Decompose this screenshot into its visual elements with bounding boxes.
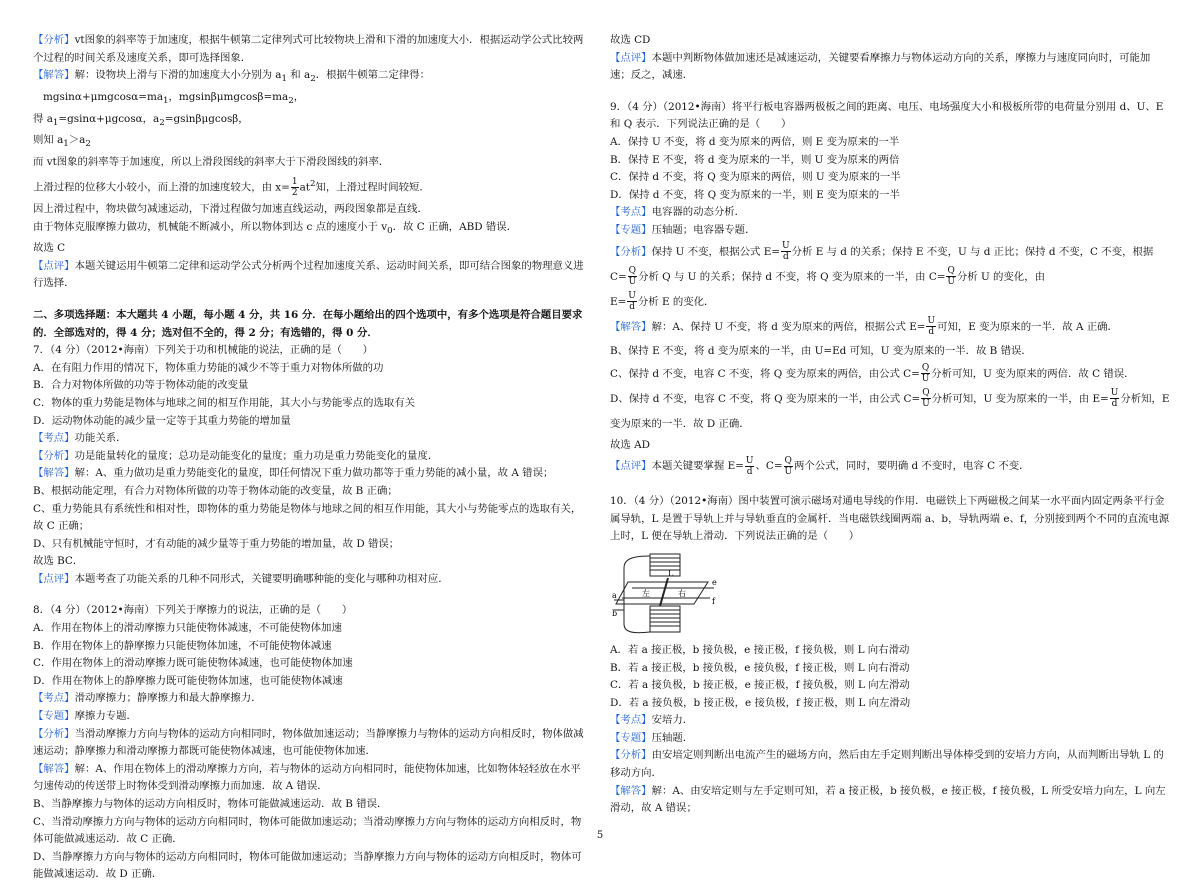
q10-option-d: D．若 a 接负极，b 接正极，e 接负极，f 接正极，则 L 向左滑动 bbox=[610, 696, 911, 709]
electromagnet-figure bbox=[610, 548, 720, 640]
fraction: $\frac{Q}{U}$ bbox=[922, 388, 930, 410]
q6-analysis: 【分析】vt图象的斜率等于加速度，根据牛顿第二定律列式可比较物块上滑和下滑的加速度大小．根据运动学公式比较两个过程的时间关系及速度关系，即可选择图象． bbox=[33, 34, 584, 64]
q10-stem: 10．（4 分）（2012•海南）图中装置可演示磁场对通电导线的作用．电磁铁上下两磁极之间某一水平面内固定两条平行金属导轨，L 是置于导轨上并与导轨垂直的金属杆．当电磁铁线圈两端 a、b，导轨两端 e、f，分别接到两个不同的直流电源上时，L 便在导轨上滑动．下列说法正确的是（ ） bbox=[610, 495, 1170, 543]
q9-solution-b: B、保持 E 不变，将 d 变为原来的一半，由 U=Ed 可知，U 变为原来的一半．故 B 错误． bbox=[610, 344, 1032, 357]
q9-analysis: 【分析】保持 U 不变，根据公式 E= $\frac{U}{d}$ 分析 E 与 d 的关系；保持 E 不变，U 与 d 正比；保持 d 不变，C 不变，根据 C= $\frac{Q}{U}$ 分析 Q 与 U 的关系；保持 d 不变，将 Q 变为原来的一半，由 C= $\frac{Q}{U}$ 分析 U 的变化，由 E= $\frac{U}{d}$ 分析 E 的变化． bbox=[610, 241, 1154, 313]
q7-stem: 7．（4 分）（2012•海南）下列关于功和机械能的说法，正确的是（ ） bbox=[33, 344, 374, 357]
q9-option-a: A．保持 U 不变，将 d 变为原来的两倍，则 E 变为原来的一半 bbox=[610, 135, 900, 148]
q9-option-c: C．保持 d 不变，将 Q 变为原来的两倍，则 U 变为原来的一半 bbox=[610, 171, 901, 184]
q8-stem: 8．（4 分）（2012•海南）下列关于摩擦力的说法，正确的是（ ） bbox=[33, 604, 353, 617]
q8-option-d: D．作用在物体上的静摩擦力既可能使物体加速，也可能使物体减速 bbox=[33, 674, 343, 687]
q7-option-d: D．运动物体动能的减少量一定等于其重力势能的增加量 bbox=[33, 414, 291, 427]
q8-solution-d: D、当静摩擦力方向与物体的运动方向相同时，物体可能做加速运动；当静摩擦力方向与物体的运动方向相反时，物体可能做减速运动．故 D 正确． bbox=[33, 850, 582, 881]
fraction: $\frac{1}{2}$ bbox=[291, 177, 298, 199]
q6-eq1: $mgsin\alpha+\mu mgcos\alpha=ma_1$，$mgsin\beta\mu mgcos\beta=ma_2$， bbox=[43, 90, 305, 106]
q6-solution: 【解答】解：设物块上滑与下滑的加速度大小分别为 $a_1$ 和 $a_2$．根据牛顿第二定律得： bbox=[33, 69, 431, 85]
q10-solution-a: 【解答】解：A、由安培定则与左手定则可知，若 a 接正极，b 接负极，e 接正极，f 接负极，L 所受安培力向左，L 向左滑动，故 A 错误； bbox=[610, 784, 1166, 815]
q7-analysis: 【分析】功是能量转化的量度；总功是动能变化的量度；重力功是重力势能变化的量度． bbox=[33, 449, 439, 462]
q7-solution-c: C、重力势能具有系统性和相对性，即物体的重力势能是物体与地球之间的相互作用能，其大小与势能零点的选取有关，故 C 正确； bbox=[33, 502, 582, 533]
q9-solution-c: C、保持 d 不变，电容 C 不变，将 Q 变为原来的两倍，由公式 C= $\frac{Q}{U}$ 分析可知，U 变为原来的两倍．故 C 错误． bbox=[610, 363, 1135, 385]
q8-option-c: C．作用在物体上的滑动摩擦力既可能使物体减速，也可能使物体加速 bbox=[33, 657, 353, 670]
section-title: 二、多项选择题：本大题共 4 小题，每小题 4 分，共 16 分．在每小题给出的四个选项中，有多个选项是符合题目要求的．全部选对的，得 4 分；选对但不全的，得 2 分；有选错的，得 0 分． bbox=[33, 308, 583, 339]
fraction: $\frac{Q}{U}$ bbox=[921, 363, 930, 385]
q6-line1: 而 vt图象的斜率等于加速度，所以上滑段图线的斜率大于下滑段图线的斜率． bbox=[33, 155, 390, 168]
q7-point: 【考点】功能关系． bbox=[33, 432, 127, 445]
q9-comment: 【点评】本题关键要掌握 E= $\frac{U}{d}$ 、C= $\frac{Q}{U}$ 两个公式，同时，要明确 d 不变时，电容 C 不变． bbox=[610, 455, 1030, 477]
q9-solution-a: 【解答】解：A、保持 U 不变，将 d 变为原来的两倍，根据公式 E= $\frac{U}{d}$ 可知，E 变为原来的一半．故 A 正确． bbox=[610, 316, 1118, 338]
label-e: e bbox=[712, 577, 717, 587]
fraction: $\frac{Q}{U}$ bbox=[628, 266, 637, 288]
page-number: 5 bbox=[596, 830, 604, 841]
q8-analysis: 【分析】当滑动摩擦力方向与物体的运动方向相同时，物体做加速运动；当静摩擦力与物体的运动方向相反时，物体做减速运动；静摩擦力和滑动摩擦力都既可能使物体减速，也可能使物体加速． bbox=[33, 727, 584, 758]
q7-solution-b: B、根据动能定理，有合力对物体所做的功等于物体动能的改变量，故 B 正确； bbox=[33, 484, 398, 497]
q7-option-b: B．合力对物体所做的功等于物体动能的改变量 bbox=[33, 379, 249, 392]
label-b: b bbox=[612, 608, 618, 618]
q10-topic: 【专题】压轴题． bbox=[610, 731, 694, 744]
q9-solution-d: D、保持 d 不变，电容 C 不变，将 Q 变为原来的一半，由公式 C= $\frac{Q}{U}$ 分析可知，U 变为原来的一半，由 E= $\frac{U}{d}$ 分析知，E 变为原来的一半．故 D 正确． bbox=[610, 388, 1170, 430]
q9-topic: 【专题】压轴题；电容器专题． bbox=[610, 223, 756, 236]
q8-topic: 【专题】摩擦力专题． bbox=[33, 710, 137, 723]
q7-answer: 故选 BC． bbox=[33, 555, 84, 568]
q10-point: 【考点】安培力． bbox=[610, 714, 694, 727]
q9-point: 【考点】电容器的动态分析． bbox=[610, 206, 746, 219]
left-column bbox=[33, 32, 590, 884]
q9-option-b: B．保持 E 不变，将 d 变为原来的一半，则 U 变为原来的两倍 bbox=[610, 153, 900, 166]
q10-option-c: C．若 a 接负极，b 接正极，e 接正极，f 接负极，则 L 向左滑动 bbox=[610, 679, 910, 692]
q6-line4: 由于物体克服摩擦力做功，机械能不断减小，所以物体到达 c 点的速度小于 $v_0$．故 C 正确，ABD 错误． bbox=[33, 220, 518, 236]
q8-solution-a: 【解答】解：A、作用在物体上的滑动摩擦力方向，若与物体的运动方向相同时，能使物体加速，比如物体轻轻放在水平匀速传动的传送带上时物体受到滑动摩擦力而加速．故 A 错误． bbox=[33, 762, 581, 793]
q7-option-a: A．在有阻力作用的情况下，物体重力势能的减少不等于重力对物体所做的功 bbox=[33, 361, 384, 374]
label-a: a bbox=[612, 590, 617, 600]
q7-option-c: C．物体的重力势能是物体与地球之间的相互作用能，其大小与势能零点的选取有关 bbox=[33, 396, 416, 409]
fraction: $\frac{Q}{U}$ bbox=[947, 266, 955, 288]
q8-answer: 故选 CD bbox=[610, 34, 651, 46]
label-right: 右 bbox=[678, 588, 686, 598]
q7-solution-d: D、只有机械能守恒时，才有动能的减少量等于重力势能的增加量，故 D 错误； bbox=[33, 537, 400, 550]
q9-option-d: D．保持 d 不变，将 Q 变为原来的一半，则 E 变为原来的一半 bbox=[610, 188, 900, 201]
q10-analysis: 【分析】由安培定则判断出电流产生的磁场方向，然后由左手定则判断出导体棒受到的安培力方向，从而判断出导轨 L 的移动方向． bbox=[610, 749, 1164, 780]
label-f: f bbox=[712, 596, 715, 606]
fraction: $\frac{U}{d}$ bbox=[628, 291, 636, 313]
fraction: $\frac{U}{d}$ bbox=[782, 241, 790, 263]
q6-eq3: 则知 $a_1>a_2$ bbox=[33, 134, 91, 150]
q8-point: 【考点】滑动摩擦力；静摩擦力和最大静摩擦力． bbox=[33, 692, 262, 705]
q6-line3: 因上滑过程中，物块做匀减速运动，下滑过程做匀加速直线运动，两段图象都是直线． bbox=[33, 202, 428, 215]
fraction: $\frac{U}{d}$ bbox=[745, 455, 754, 477]
q7-solution-a: 【解答】解：A、重力做功是重力势能变化的量度，即任何情况下重力做功都等于重力势能的减小量，故 A 错误； bbox=[33, 467, 554, 480]
fraction: $\frac{U}{d}$ bbox=[1110, 388, 1119, 410]
q9-stem: 9．（4 分）（2012•海南）将平行板电容器两极板之间的距离、电压、电场强度大小和极板所带的电荷量分别用 d、U、E 和 Q 表示．下列说法正确的是（ ） bbox=[610, 100, 1164, 131]
q8-solution-c: C、当滑动摩擦力方向与物体的运动方向相同时，物体可能做加速运动；当滑动摩擦力方向与物体的运动方向相反时，物体可能做减速运动．故 C 正确． bbox=[33, 815, 582, 846]
right-column bbox=[610, 32, 1170, 818]
q6-line2: 上滑过程的位移大小较小，而上滑的加速度较大，由 x= $\frac{1}{2}$ $at^2$知，上滑过程时间较短． bbox=[33, 177, 430, 199]
q10-option-a: A．若 a 接正极，b 接负极，e 接正极，f 接负极，则 L 向右滑动 bbox=[610, 643, 910, 656]
fraction: $\frac{Q}{U}$ bbox=[784, 455, 793, 477]
q8-comment: 【点评】本题中判断物体做加速还是减速运动，关键要看摩擦力与物体运动方向的关系，摩擦力与速度同向时，可能加速；反之，减速． bbox=[610, 51, 1151, 82]
label-left: 左 bbox=[642, 588, 650, 598]
q8-solution-b: B、当静摩擦力与物体的运动方向相反时，物体可能做减速运动．故 B 错误． bbox=[33, 798, 388, 811]
q6-answer: 故选 C bbox=[33, 242, 66, 255]
q9-answer: 故选 AD bbox=[610, 438, 650, 451]
label-rod: L bbox=[668, 568, 674, 578]
fraction: $\frac{U}{d}$ bbox=[927, 316, 936, 338]
q10-option-b: B．若 a 接正极，b 接负极，e 接负极，f 接正极，则 L 向右滑动 bbox=[610, 661, 910, 674]
electromagnet-diagram bbox=[610, 548, 720, 640]
q7-comment: 【点评】本题考查了功能关系的几种不同形式，关键要明确哪种能的变化与哪种功相对应． bbox=[33, 572, 449, 585]
q8-option-a: A．作用在物体上的滑动摩擦力只能使物体减速，不可能使物体加速 bbox=[33, 622, 342, 635]
q6-eq2: 得 $a_1=gsin\alpha+\mu gcos\alpha$，$a_2=gsin\beta\mu gcos\beta$， bbox=[33, 112, 249, 128]
q8-option-b: B．作用在物体上的静摩擦力只能使物体加速，不可能使物体减速 bbox=[33, 639, 332, 652]
q6-comment: 【点评】本题关键运用牛顿第二定律和运动学公式分析两个过程加速度关系、运动时间关系，即可结合图象的物理意义进行选择． bbox=[33, 259, 584, 290]
